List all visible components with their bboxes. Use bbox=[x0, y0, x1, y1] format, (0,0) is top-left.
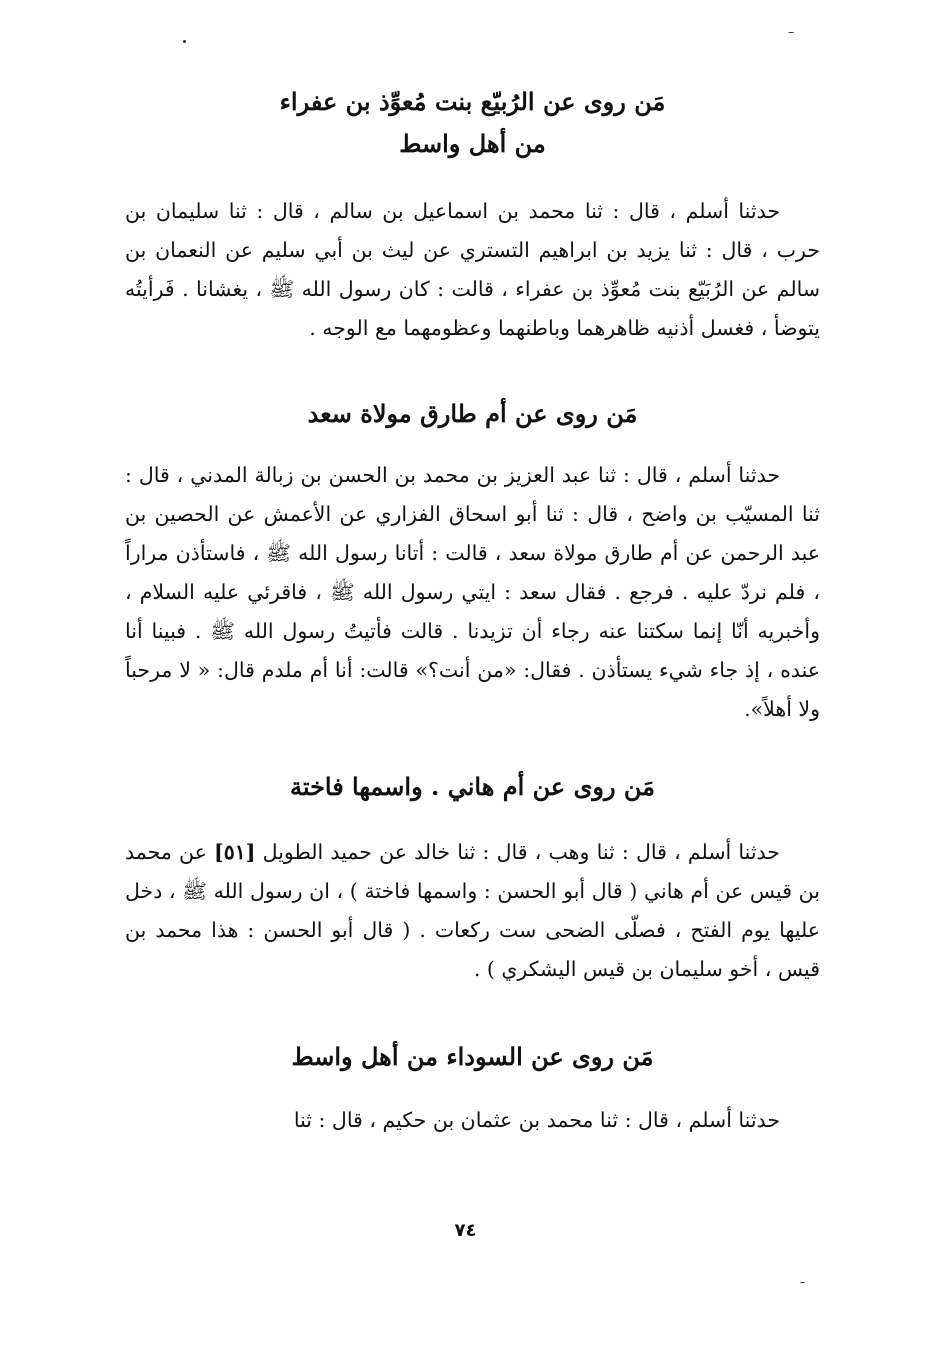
section-sawda bbox=[125, 1035, 820, 1140]
section-body: حدثنا أسلم ، قال : ثنا محمد بن اسماعيل بن سالم ، قال : ثنا سليمان بن حرب ، قال : ثنا يزيد بن ابراهيم التستري عن ليث بن أبي سليم عن النعمان بن سالم عن الرُبَيّع بنت مُعوِّذ بن عفراء ، قالت : كان رسول الله ﷺ ، يغشانا . فَرأيتُه يتوضأ ، فغسل أذنيه ظاهرهما وباطنهما وعظومهما مع الوجه . bbox=[125, 199, 820, 340]
section-umm-hani bbox=[125, 765, 820, 989]
section-umm-tariq bbox=[125, 392, 820, 729]
scan-speck bbox=[788, 32, 794, 33]
hadith-reference-number: [٥١] bbox=[214, 840, 256, 864]
section-rubayyi bbox=[125, 80, 820, 348]
section-title: مَن روى عن أم هاني . واسمها فاختة bbox=[289, 772, 656, 801]
section-body-start: حدثنا أسلم ، قال : ثنا وهب ، قال : ثنا خالد عن حميد الطويل bbox=[262, 840, 780, 864]
section-body: حدثنا أسلم ، قال : ثنا عبد العزيز بن محمد بن الحسن بن زبالة المدني ، قال : ثنا المسيّب بن واضح ، قال : ثنا أبو اسحاق الفزاري عن الأعمش عن الحصين بن عبد الرحمن عن أم طارق مولاة سعد ، قالت : أتانا رسول الله ﷺ ، فاستأذن مراراً ، فلم نردّ عليه . فرجع . فقال سعد : ايتي رسول الله ﷺ ، فاقرئي عليه السلام ، وأخبريه أنّا إنما سكتنا عنه رجاء أن تزيدنا . قالت فأتيتُ رسول الله ﷺ . فبينا أنا عنده ، إذ جاء شيء يستأذن . فقال: «من أنت؟» قالت: أنا أم ملدم قال: « لا مرحباً ولا أهلاً». bbox=[125, 463, 820, 721]
section-body bbox=[125, 833, 820, 989]
book-page bbox=[125, 70, 820, 1140]
section-body-rest: عن محمد بن قيس عن أم هاني ( قال أبو الحسن : واسمها فاختة ) ، ان رسول الله ﷺ ، دخل عليها يوم الفتح ، فصلّى الضحى ست ركعات . ( قال أبو الحسن : هذا محمد بن قيس ، أخو سليمان بن قيس اليشكري ) . bbox=[125, 840, 820, 981]
scan-speck bbox=[800, 1282, 805, 1283]
section-title: مَن روى عن الرُبيّع بنت مُعوِّذ بن عفراء bbox=[279, 87, 666, 116]
section-body: حدثنا أسلم ، قال : ثنا محمد بن عثمان بن حكيم ، قال : ثنا bbox=[293, 1108, 780, 1132]
section-subtitle: من أهل واسط bbox=[399, 129, 546, 158]
section-title: مَن روى عن أم طارق مولاة سعد bbox=[307, 399, 638, 428]
scan-speck bbox=[183, 40, 186, 43]
page-number: ٧٤ bbox=[454, 1220, 477, 1241]
section-title: مَن روى عن السوداء من أهل واسط bbox=[291, 1042, 654, 1071]
